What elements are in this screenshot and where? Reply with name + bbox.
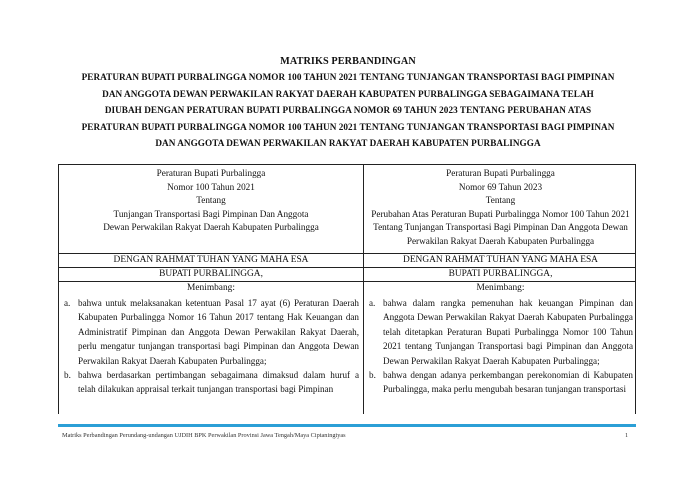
right-column: [364, 165, 636, 414]
header-line: Perubahan Atas Peraturan Bupati Purbalingga Nomor 100 Tahun 2021: [371, 208, 630, 219]
footer-divider: [58, 424, 636, 427]
header-line: Nomor 100 Tahun 2021: [167, 181, 255, 192]
left-column-header: [59, 165, 363, 253]
item-text: bahwa berdasarkan pertimbangan sebagaimana dimaksud dalam huruf a telah dilakukan appraisal terkait tunjangan transportasi bagi Pimpinan: [78, 370, 359, 395]
issuer-row: BUPATI PURBALINGGA,: [364, 267, 636, 281]
document-title-block: [40, 54, 656, 152]
footer-text: Matriks Perbandingan Perundang-undangan UJDIH BPK Perwakilan Provinsi Jawa Tengah/Maya Ciptaningtyas: [62, 432, 346, 439]
subtitle-line: PERATURAN BUPATI PURBALINGGA NOMOR 100 TAHUN 2021 TENTANG TUNJANGAN TRANSPORTASI BAGI PIMPINAN: [81, 72, 615, 82]
page-number: 1: [625, 432, 629, 439]
header-line: Perwakilan Rakyat Daerah Kabupaten Purbalingga: [406, 235, 595, 246]
considering-label: Menimbang:: [59, 281, 363, 296]
subtitle-line: DIUBAH DENGAN PERATURAN BUPATI PURBALINGGA NOMOR 69 TAHUN 2023 TENTANG PERUBAHAN ATAS: [104, 105, 592, 116]
item-marker: a.: [369, 298, 376, 308]
subtitle-line: DAN ANGGOTA DEWAN PERWAKILAN RAKYAT DAERAH KABUPATEN PURBALINGGA: [155, 138, 541, 149]
considering-item: [59, 368, 363, 397]
item-text: bahwa dengan adanya perkembangan perekonomian di Kabupaten Purbalingga, maka perlu mengubah besaran tunjangan transportasi: [383, 370, 633, 395]
considering-item: [59, 296, 363, 368]
header-line: Tunjangan Transportasi Bagi Pimpinan Dan Anggota: [113, 208, 309, 219]
item-text: bahwa untuk melaksanakan ketentuan Pasal 17 ayat (6) Peraturan Daerah Kabupaten Purbalingga Nomor 16 Tahun 2017 tentang Hak Keuangan dan Administratif Pimpinan dan Anggota Dewan Perwakilan Rakyat Daerah, perlu mengatur tunjangan transportasi bagi Pimpinan dan Anggota Dewan Perwakilan Rakyat Daerah Kabupaten Purbalingga;: [78, 298, 359, 366]
considering-item: [364, 368, 636, 397]
considering-item: [364, 296, 636, 368]
header-line: Nomor 69 Tahun 2023: [458, 181, 543, 192]
header-line: Tentang Tunjangan Transportasi Bagi Pimpinan Dan Anggota Dewan: [373, 222, 628, 233]
subtitle-line: DAN ANGGOTA DEWAN PERWAKILAN RAKYAT DAERAH KABUPATEN PURBALINGGA SEBAGAIMANA TELAH: [102, 88, 594, 99]
document-title: MATRIKS PERBANDINGAN: [280, 56, 416, 67]
item-text: bahwa dalam rangka pemenuhan hak keuangan Pimpinan dan Anggota Dewan Perwakilan Rakyat Daerah Kabupaten Purbalingga telah ditetapkan Peraturan Bupati Purbalingga Nomor 100 Tahun 2021 tentang Tunjangan Transportasi bagi Pimpinan dan Anggota Dewan Perwakilan Rakyat Daerah Kabupaten Purbalingga;: [383, 298, 633, 366]
header-line: Tentang: [196, 195, 226, 206]
header-line: Peraturan Bupati Purbalingga: [156, 168, 266, 178]
right-column-header: [364, 165, 636, 253]
comparison-table: [58, 164, 636, 414]
header-line: Tentang: [485, 195, 516, 206]
item-marker: b.: [64, 370, 71, 381]
item-marker: a.: [64, 298, 71, 308]
header-line: Peraturan Bupati Purbalingga: [446, 168, 555, 178]
header-line: Dewan Perwakilan Rakyat Daerah Kabupaten Purbalingga: [103, 222, 319, 233]
item-marker: b.: [369, 370, 376, 381]
issuer-row: BUPATI PURBALINGGA,: [59, 267, 363, 281]
left-column: [59, 165, 364, 414]
preamble-row: DENGAN RAHMAT TUHAN YANG MAHA ESA: [364, 253, 636, 267]
considering-label: Menimbang:: [364, 281, 636, 296]
preamble-row: DENGAN RAHMAT TUHAN YANG MAHA ESA: [59, 253, 363, 267]
subtitle-line: PERATURAN BUPATI PURBALINGGA NOMOR 100 TAHUN 2021 TENTANG TUNJANGAN TRANSPORTASI BAGI PIMPINAN: [81, 121, 615, 132]
